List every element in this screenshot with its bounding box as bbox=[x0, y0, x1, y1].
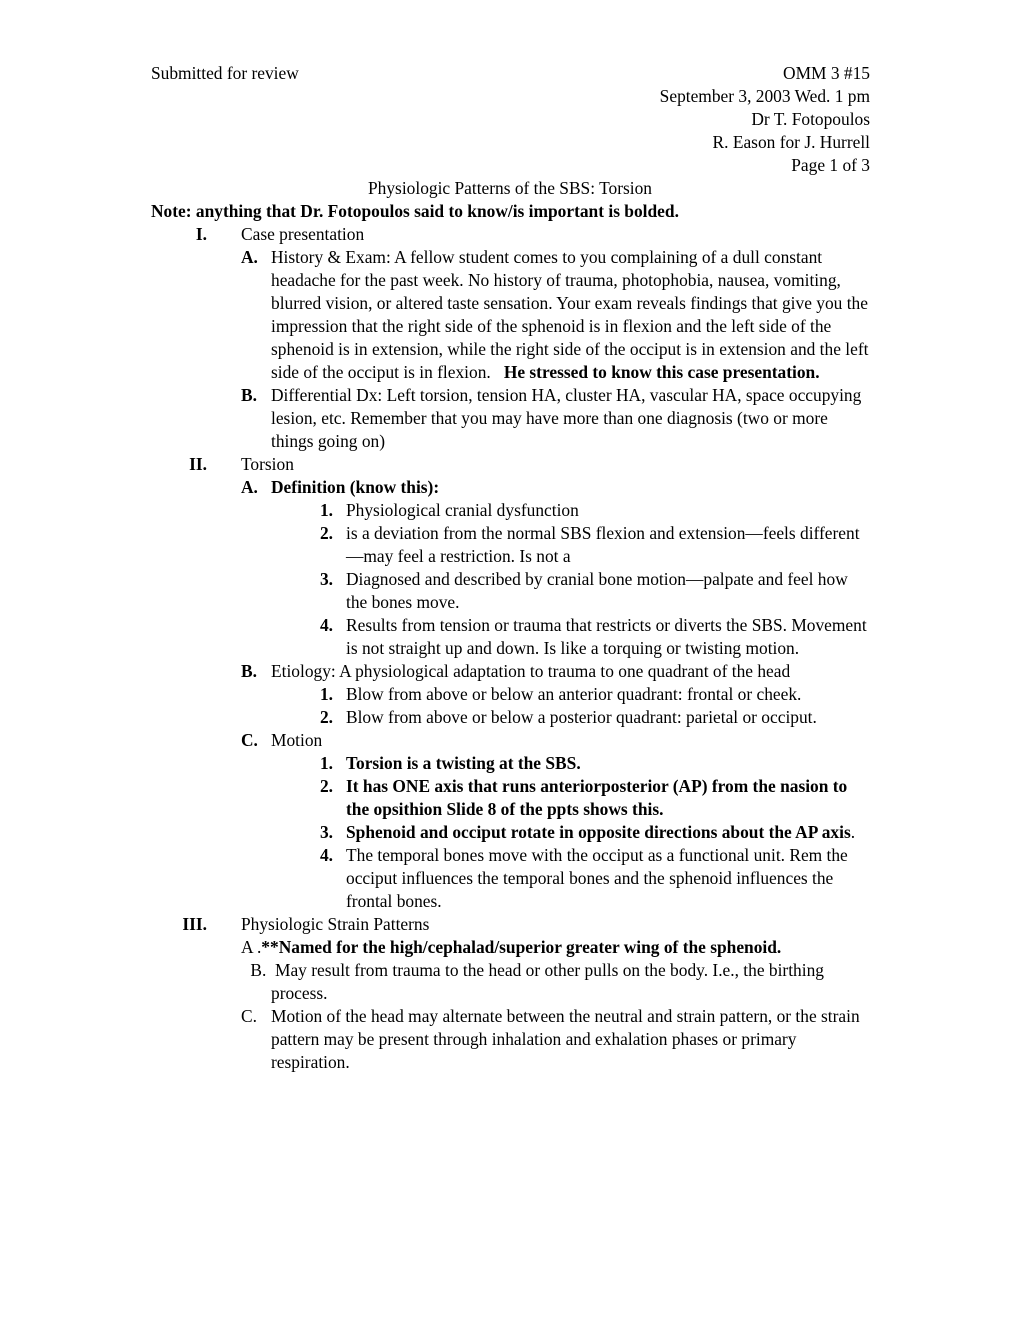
subitem-number: 1. bbox=[319, 753, 333, 773]
subitem-number: 1. bbox=[319, 500, 333, 520]
item-iii-b bbox=[0, 959, 1020, 1005]
header-course: OMM 3 #15 bbox=[783, 63, 870, 83]
document-title: Physiologic Patterns of the SBS: Torsion bbox=[368, 178, 652, 198]
subitem-number: 1. bbox=[319, 684, 333, 704]
subitem bbox=[0, 844, 1020, 913]
etiology-text: Etiology: A physiological adaptation to trauma to one quadrant of the head bbox=[271, 661, 791, 681]
subitem-number: 3. bbox=[319, 569, 333, 589]
subitem-number: 2. bbox=[319, 523, 333, 543]
subitem-number: 4. bbox=[319, 845, 333, 865]
case-emphasis: He stressed to know this case presentation. bbox=[503, 362, 820, 382]
subitem-text: Blow from above or below an anterior quadrant: frontal or cheek. bbox=[346, 684, 802, 704]
section-heading: Physiologic Strain Patterns bbox=[241, 914, 430, 934]
item-text: B. May result from trauma to the head or other pulls on the body. I.e., the birthing process. bbox=[246, 960, 829, 1003]
subitem-number: 3. bbox=[319, 822, 333, 842]
subitem-text bbox=[346, 821, 870, 844]
item-text bbox=[241, 936, 870, 959]
item-ii-b bbox=[0, 660, 1020, 683]
item-ii-c bbox=[0, 729, 1020, 752]
item-i-a bbox=[0, 246, 1020, 384]
item-letter: A . bbox=[241, 937, 262, 957]
header-right bbox=[660, 62, 870, 177]
item-i-b bbox=[0, 384, 1020, 453]
section-heading: Case presentation bbox=[241, 224, 365, 244]
section-ii bbox=[0, 453, 1020, 476]
subitem bbox=[0, 752, 1020, 775]
subitem-number: 4. bbox=[319, 615, 333, 635]
subitem bbox=[0, 706, 1020, 729]
section-i bbox=[0, 223, 1020, 246]
subitem bbox=[0, 614, 1020, 660]
item-letter: B. bbox=[241, 661, 257, 681]
strain-name-emphasis: **Named for the high/cephalad/superior greater wing of the sphenoid. bbox=[261, 937, 782, 957]
subitem bbox=[0, 568, 1020, 614]
subitem-text: Blow from above or below a posterior quadrant: parietal or occiput. bbox=[346, 707, 817, 727]
subitem-text: Physiological cranial dysfunction bbox=[346, 500, 579, 520]
outline bbox=[0, 223, 1020, 1074]
definition-heading: Definition (know this): bbox=[271, 477, 440, 497]
section-number: I. bbox=[195, 224, 207, 244]
section-iii bbox=[0, 913, 1020, 936]
subitem-number: 2. bbox=[319, 776, 333, 796]
header-lecturer: Dr T. Fotopoulos bbox=[751, 109, 870, 129]
subitem-text: Torsion is a twisting at the SBS. bbox=[346, 753, 581, 773]
subitem bbox=[0, 775, 1020, 821]
section-heading: Torsion bbox=[241, 454, 294, 474]
subitem-bold: Sphenoid and occiput rotate in opposite directions about the AP axis bbox=[346, 822, 851, 842]
item-iii-c bbox=[0, 1005, 1020, 1074]
subitem bbox=[0, 522, 1020, 568]
subitem-number: 2. bbox=[319, 707, 333, 727]
subitem bbox=[0, 683, 1020, 706]
header-page-number: Page 1 of 3 bbox=[791, 155, 870, 175]
subitem-tail: . bbox=[850, 822, 856, 842]
section-number: II. bbox=[189, 454, 207, 474]
item-letter: A. bbox=[241, 477, 258, 497]
subitem-text: It has ONE axis that runs anteriorposterior (AP) from the nasion to the opsithion Slide 8 of the ppts shows this. bbox=[346, 776, 848, 819]
item-iii-a bbox=[0, 936, 1020, 959]
subitem-text: Diagnosed and described by cranial bone motion—palpate and feel how the bones move. bbox=[346, 569, 848, 612]
subitem-text: is a deviation from the normal SBS flexion and extension—feels different—may feel a restriction. Is not a bbox=[346, 523, 860, 566]
case-history-text: History & Exam: A fellow student comes to you complaining of a dull constant headache for the past week. No history of trauma, photophobia, nausea, vomiting, blurred vision, or altered taste sensation. Your exam reveals findings that give you the impression that the right side of the sphenoid is in flexion and the left side of the sphenoid is in extension, while the right side of the occiput is in extension and the left side of the occiput is in flexion. bbox=[271, 247, 869, 382]
section-number: III. bbox=[182, 914, 207, 934]
header-scribe: R. Eason for J. Hurrell bbox=[712, 132, 870, 152]
item-text bbox=[271, 246, 870, 384]
subitem bbox=[0, 499, 1020, 522]
bold-note: Note: anything that Dr. Fotopoulos said to know/is important is bolded. bbox=[151, 201, 679, 221]
item-ii-a bbox=[0, 476, 1020, 499]
header-date: September 3, 2003 Wed. 1 pm bbox=[659, 86, 870, 106]
motion-heading: Motion bbox=[271, 730, 323, 750]
subitem-text: Results from tension or trauma that restricts or diverts the SBS. Movement is not straight up and down. Is like a torquing or twisting motion. bbox=[346, 615, 867, 658]
item-letter: C. bbox=[241, 1006, 257, 1026]
item-letter: A. bbox=[241, 247, 258, 267]
header-left: Submitted for review bbox=[151, 63, 299, 83]
item-text: Motion of the head may alternate between the neutral and strain pattern, or the strain pattern may be present through inhalation and exhalation phases or primary respiration. bbox=[271, 1006, 860, 1072]
subitem bbox=[0, 821, 1020, 844]
item-letter: B. bbox=[241, 385, 257, 405]
subitem-text: The temporal bones move with the occiput as a functional unit. Rem the occiput influences the temporal bones and the sphenoid influences the frontal bones. bbox=[346, 845, 848, 911]
item-letter: C. bbox=[241, 730, 258, 750]
differential-text: Differential Dx: Left torsion, tension HA, cluster HA, vascular HA, space occupying lesion, etc. Remember that you may have more than one diagnosis (two or more things going on) bbox=[271, 385, 862, 451]
